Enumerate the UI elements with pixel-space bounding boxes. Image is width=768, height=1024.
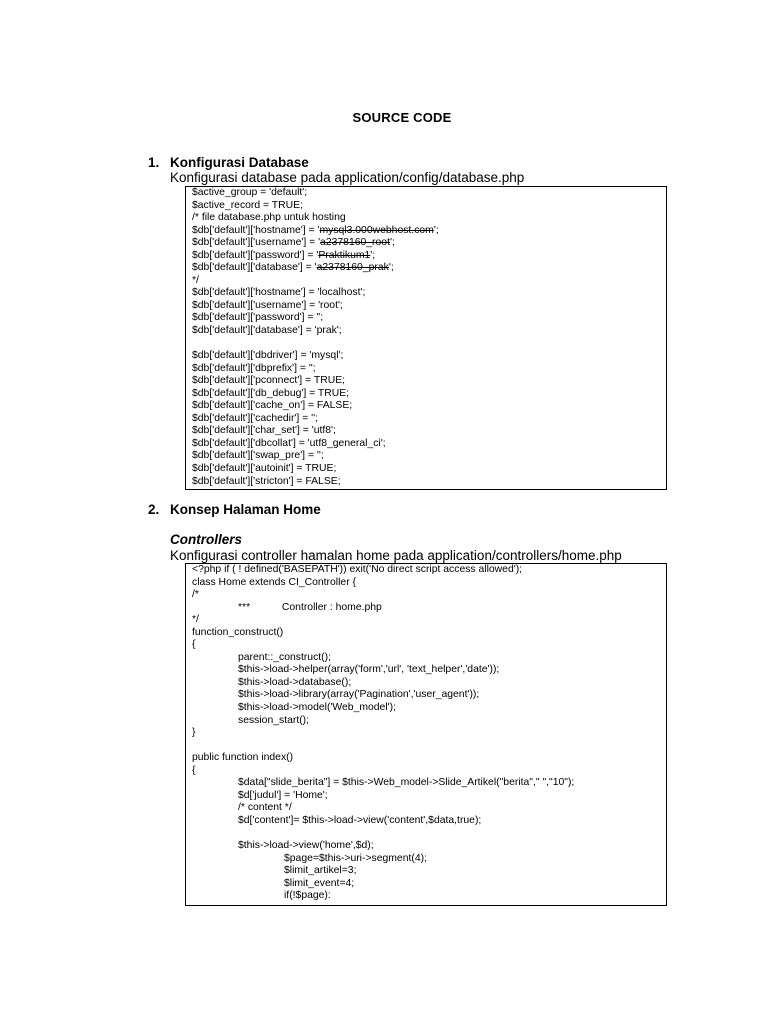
section-2-title: Konsep Halaman Home [170,502,321,517]
code-line [192,237,666,250]
code-line [192,250,666,263]
code-text: */ [192,614,199,626]
code-text: $db['default']['username'] = ' [192,237,321,249]
code-text: /* file database.php untuk hosting [192,212,346,224]
code-text: $db['default']['hostname'] = 'localhost'; [192,287,366,299]
struck-text: a2378160_root [320,237,390,249]
code-text: $d['content']= $this->load->view('content',$data,true); [238,814,482,826]
struck-text: mysql3.000webhost.com [319,224,434,236]
section-2-number: 2. [148,502,160,517]
code-line [192,388,666,401]
code-text: $this->load->database(); [238,676,352,688]
code-text: '; [389,237,395,249]
code-text: $data["slide_berita"] = $this->Web_model->Slide_Artikel("berita"," ","10"); [238,777,575,789]
code-text: $db['default']['dbdriver'] = 'mysql'; [192,350,344,362]
section-1-heading [148,155,309,170]
code-line [192,715,666,728]
code-text: function_construct() [192,626,284,638]
code-text: $this->load->model('Web_model'); [238,702,396,714]
controller-code-box [185,563,667,906]
code-line [192,564,666,577]
code-text: '; [388,262,394,274]
code-line [192,627,666,640]
code-line [192,187,666,200]
code-line [192,350,666,363]
section-1-description: Konfigurasi database pada application/config/database.php [170,170,525,185]
code-line [192,790,666,803]
code-line [192,438,666,451]
code-line [192,890,666,903]
code-text: $db['default']['dbcollat'] = 'utf8_general_ci'; [192,437,386,449]
code-line [192,727,666,740]
code-text: $limit_event=4; [284,877,355,889]
code-text: $this->load->helper(array('form','url', 'text_helper','date')); [238,664,500,676]
code-line [192,652,666,665]
section-2-heading [148,502,321,517]
code-line [192,287,666,300]
code-text: $db['default']['char_set'] = 'utf8'; [192,425,336,437]
code-line [192,450,666,463]
code-line [192,577,666,590]
section-1-number: 1. [148,155,160,170]
code-text: $db['default']['database'] = 'prak'; [192,325,342,337]
code-text: /* [192,589,199,601]
code-text: } [192,727,196,739]
code-text: $db['default']['stricton'] = FALSE; [192,475,341,487]
code-line [192,614,666,627]
code-text: { [192,764,196,776]
code-line [192,375,666,388]
code-line [192,878,666,891]
code-line [192,752,666,765]
code-line [192,225,666,238]
code-text: $d['judul'] = 'Home'; [238,789,328,801]
code-text: session_start(); [238,714,310,726]
code-text: if(!$page): [284,890,331,902]
code-line [192,363,666,376]
code-line [192,300,666,313]
code-text: '; [433,224,439,236]
code-text: $db['default']['cachedir'] = ''; [192,412,318,424]
code-line [192,840,666,853]
code-line [192,702,666,715]
code-text: parent::_construct(); [238,651,331,663]
code-line [192,765,666,778]
code-text: $db['default']['database'] = ' [192,262,317,274]
code-line [192,338,666,351]
code-line [192,677,666,690]
code-line [192,589,666,602]
code-line [192,400,666,413]
code-line [192,463,666,476]
code-line [192,639,666,652]
code-text: $this->load->view('home',$d); [238,840,374,852]
code-line [192,212,666,225]
code-text: class Home extends CI_Controller { [192,576,357,588]
code-line [192,802,666,815]
code-line [192,200,666,213]
code-text: $page=$this->uri->segment(4); [284,852,427,864]
code-text: $db['default']['db_debug'] = TRUE; [192,387,350,399]
code-text: $db['default']['hostname'] = ' [192,224,320,236]
code-text: $active_group = 'default'; [192,187,308,198]
code-text: { [192,639,196,651]
code-text: $limit_artikel=3; [284,865,357,877]
code-text: $this->load->library(array('Pagination','user_agent')); [238,689,480,701]
struck-text: a2378160_prak [316,262,389,274]
section-2-subheading: Controllers [170,532,243,547]
code-line [192,740,666,753]
code-text: $db['default']['autoinit'] = TRUE; [192,463,337,475]
section-2-description: Konfigurasi controller hamalan home pada application/controllers/home.php [170,548,622,563]
code-line [192,664,666,677]
code-line [192,689,666,702]
code-line [192,476,666,489]
code-text: public function index() [192,752,294,764]
code-text: /* content */ [238,802,292,814]
code-text: $active_record = TRUE; [192,199,303,211]
code-line [192,602,666,615]
struck-text: Praktikum1 [318,249,371,261]
code-text: $db['default']['password'] = ' [192,249,319,261]
code-line [192,325,666,338]
code-text: */ [192,274,199,286]
code-line [192,413,666,426]
code-text: '; [370,249,376,261]
section-1-title: Konfigurasi Database [170,155,309,170]
code-text: $db['default']['swap_pre'] = ''; [192,450,324,462]
code-text: $db['default']['dbprefix'] = ''; [192,362,316,374]
code-line [192,312,666,325]
code-text: $db['default']['password'] = ''; [192,312,324,324]
page-title: SOURCE CODE [352,110,452,125]
database-code-box [185,186,667,490]
code-line [192,262,666,275]
code-text: <?php if ( ! defined('BASEPATH')) exit('No direct script access allowed'); [192,564,523,575]
code-line [192,853,666,866]
code-text: $db['default']['pconnect'] = TRUE; [192,375,346,387]
code-text: $db['default']['username'] = 'root'; [192,299,343,311]
code-line [192,425,666,438]
code-text: $db['default']['cache_on'] = FALSE; [192,400,353,412]
code-line [192,777,666,790]
code-line [192,827,666,840]
code-line [192,865,666,878]
code-text: *** Controller : home.php [238,601,382,613]
code-line [192,815,666,828]
code-line [192,275,666,288]
